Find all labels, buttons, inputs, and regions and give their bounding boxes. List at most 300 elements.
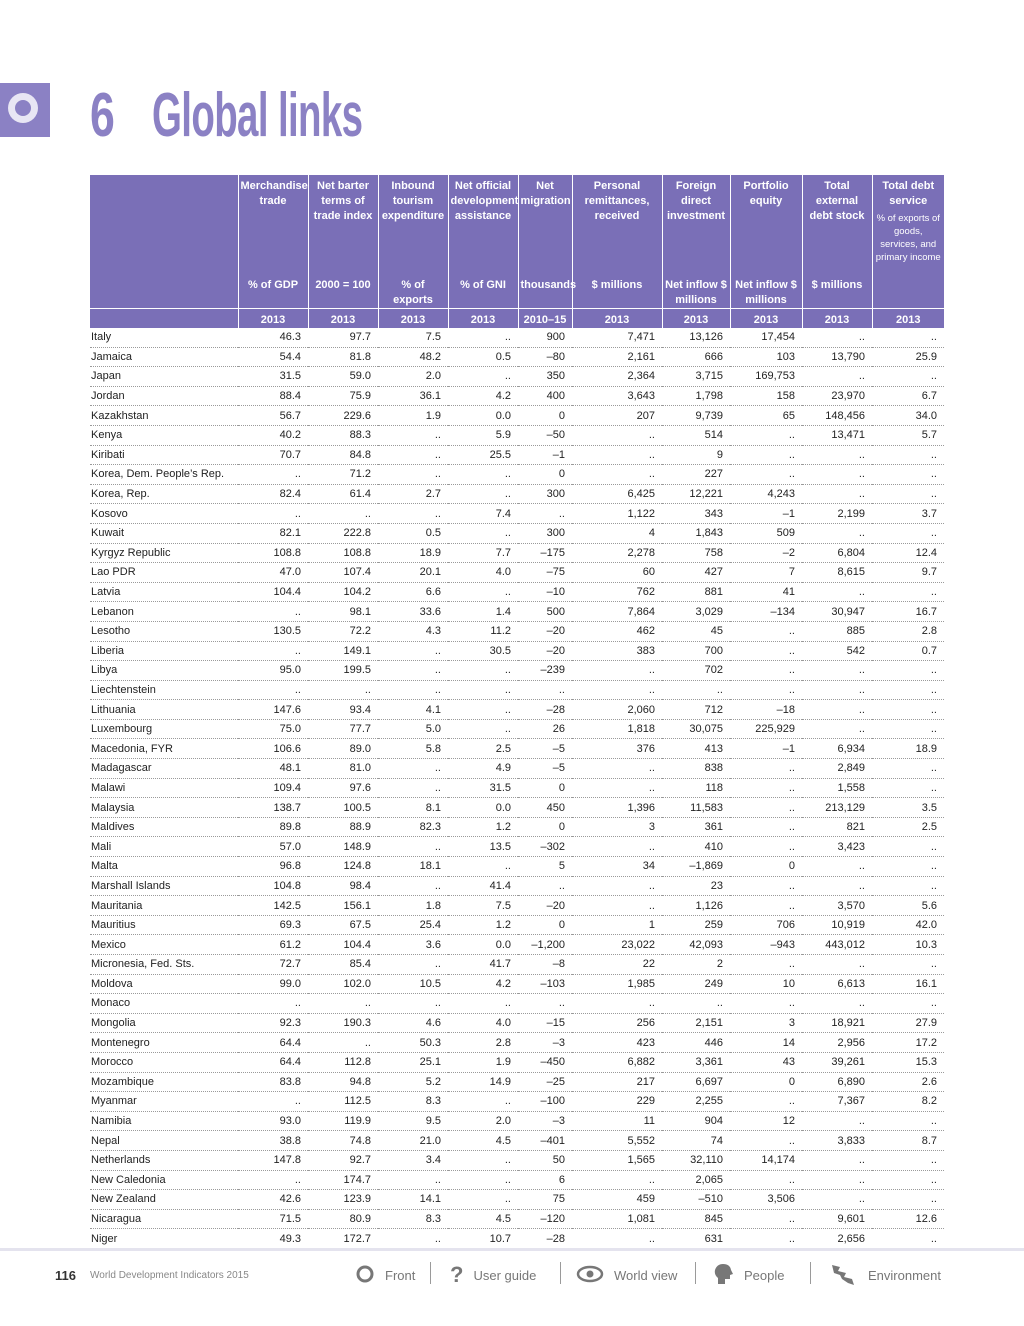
table-cell: 9,601: [802, 1209, 872, 1229]
table-cell: –2: [730, 543, 802, 563]
table-cell: –175: [518, 543, 572, 563]
country-name: Libya: [90, 661, 238, 681]
table-cell: 23: [662, 876, 730, 896]
table-cell: 61.4: [308, 484, 378, 504]
table-cell: 42,093: [662, 935, 730, 955]
table-cell: ..: [872, 465, 944, 485]
column-header: Net barter terms of trade index: [308, 175, 378, 274]
table-cell: 102.0: [308, 974, 378, 994]
table-cell: 124.8: [308, 857, 378, 877]
table-cell: 5.9: [448, 425, 518, 445]
table-cell: 190.3: [308, 1013, 378, 1033]
country-name: Luxembourg: [90, 719, 238, 739]
table-cell: 300: [518, 523, 572, 543]
table-cell: 229: [572, 1092, 662, 1112]
table-cell: ..: [518, 680, 572, 700]
table-cell: ..: [730, 425, 802, 445]
table-cell: –103: [518, 974, 572, 994]
country-name: Lesotho: [90, 621, 238, 641]
table-cell: ..: [872, 837, 944, 857]
country-name: Malaysia: [90, 798, 238, 818]
table-cell: 119.9: [308, 1111, 378, 1131]
chapter-tab[interactable]: [0, 83, 50, 137]
table-cell: ..: [730, 778, 802, 798]
table-cell: 59.0: [308, 367, 378, 387]
table-cell: 1.2: [448, 817, 518, 837]
eye-icon: [576, 1264, 604, 1287]
column-header: Portfolio equity: [730, 175, 802, 274]
table-row: [90, 817, 944, 837]
table-cell: 98.1: [308, 602, 378, 622]
table-cell: 72.2: [308, 621, 378, 641]
table-cell: 343: [662, 504, 730, 524]
table-cell: 8.2: [872, 1092, 944, 1112]
table-cell: 5,552: [572, 1131, 662, 1151]
table-cell: 1,985: [572, 974, 662, 994]
table-cell: 0.0: [448, 798, 518, 818]
table-cell: –20: [518, 621, 572, 641]
table-cell: 0: [518, 915, 572, 935]
table-cell: 462: [572, 621, 662, 641]
country-name: Lithuania: [90, 700, 238, 720]
column-year: 2013: [378, 309, 448, 329]
table-cell: ..: [730, 1170, 802, 1190]
table-cell: 12: [730, 1111, 802, 1131]
table-cell: 48.1: [238, 759, 308, 779]
table-cell: 229.6: [308, 406, 378, 426]
table-cell: 6,882: [572, 1052, 662, 1072]
chapter-number: 6: [90, 81, 114, 150]
column-header: Total debt service % of exports of goods, services, and primary income: [872, 175, 944, 274]
table-body: [90, 328, 944, 1248]
table-cell: ..: [802, 328, 872, 347]
table-cell: ..: [802, 484, 872, 504]
table-cell: ..: [872, 778, 944, 798]
table-cell: –943: [730, 935, 802, 955]
table-cell: 838: [662, 759, 730, 779]
table-cell: 1.8: [378, 896, 448, 916]
table-cell: 14,174: [730, 1150, 802, 1170]
table-row: [90, 1190, 944, 1210]
table-cell: 26: [518, 719, 572, 739]
table-cell: 13,471: [802, 425, 872, 445]
country-name: Mongolia: [90, 1013, 238, 1033]
head-icon: [712, 1262, 734, 1289]
table-cell: 108.8: [238, 543, 308, 563]
country-name: Kuwait: [90, 523, 238, 543]
table-cell: 16.1: [872, 974, 944, 994]
data-table: [90, 175, 944, 1249]
table-row: [90, 563, 944, 583]
table-cell: ..: [730, 465, 802, 485]
table-cell: 3,643: [572, 386, 662, 406]
table-cell: ..: [378, 445, 448, 465]
table-row: [90, 328, 944, 347]
table-cell: 148.9: [308, 837, 378, 857]
table-cell: 4.1: [378, 700, 448, 720]
country-name: Kiribati: [90, 445, 238, 465]
table-cell: ..: [872, 680, 944, 700]
table-cell: 42.0: [872, 915, 944, 935]
nav-people[interactable]: [712, 1262, 784, 1288]
table-cell: 85.4: [308, 955, 378, 975]
table-row: [90, 543, 944, 563]
table-cell: 361: [662, 817, 730, 837]
table-cell: –50: [518, 425, 572, 445]
table-cell: ..: [802, 876, 872, 896]
table-cell: –10: [518, 582, 572, 602]
table-cell: 207: [572, 406, 662, 426]
country-name: Macedonia, FYR: [90, 739, 238, 759]
table-cell: 0: [518, 406, 572, 426]
table-row: [90, 367, 944, 387]
table-cell: 18.9: [378, 543, 448, 563]
column-year: 2013: [730, 309, 802, 329]
table-cell: 9,739: [662, 406, 730, 426]
table-cell: ..: [572, 896, 662, 916]
table-cell: 1,818: [572, 719, 662, 739]
table-cell: 158: [730, 386, 802, 406]
table-cell: 45: [662, 621, 730, 641]
table-cell: ..: [448, 1190, 518, 1210]
table-cell: ..: [448, 523, 518, 543]
table-cell: –5: [518, 759, 572, 779]
table-cell: 67.5: [308, 915, 378, 935]
table-cell: 821: [802, 817, 872, 837]
table-cell: ..: [448, 700, 518, 720]
table-cell: –401: [518, 1131, 572, 1151]
table-cell: 48.2: [378, 347, 448, 367]
table-cell: ..: [238, 1092, 308, 1112]
table-cell: 1,565: [572, 1150, 662, 1170]
global-links-icon: [8, 93, 38, 123]
table-row: [90, 386, 944, 406]
country-name: Mexico: [90, 935, 238, 955]
table-cell: 50: [518, 1150, 572, 1170]
table-cell: 13.5: [448, 837, 518, 857]
table-cell: 4.0: [448, 1013, 518, 1033]
table-cell: ..: [872, 1229, 944, 1249]
nav-user-guide[interactable]: [450, 1262, 536, 1288]
table-cell: 8.3: [378, 1209, 448, 1229]
table-cell: 10,919: [802, 915, 872, 935]
table-cell: ..: [448, 994, 518, 1014]
table-cell: –20: [518, 641, 572, 661]
table-cell: ..: [802, 465, 872, 485]
country-name: Jordan: [90, 386, 238, 406]
table-cell: 904: [662, 1111, 730, 1131]
table-cell: 712: [662, 700, 730, 720]
table-cell: –239: [518, 661, 572, 681]
table-cell: 8,615: [802, 563, 872, 583]
table-cell: 4.5: [448, 1209, 518, 1229]
table-cell: 0.0: [448, 406, 518, 426]
table-cell: ..: [572, 661, 662, 681]
table-cell: 17.2: [872, 1033, 944, 1053]
table-cell: –134: [730, 602, 802, 622]
table-cell: ..: [730, 955, 802, 975]
table-cell: –80: [518, 347, 572, 367]
table-row: [90, 445, 944, 465]
table-cell: 41: [730, 582, 802, 602]
column-header: Net migration: [518, 175, 572, 274]
front-ring-icon: [355, 1264, 375, 1287]
table-cell: 75.9: [308, 386, 378, 406]
table-cell: 5: [518, 857, 572, 877]
table-cell: 15.3: [872, 1052, 944, 1072]
table-cell: 71.2: [308, 465, 378, 485]
table-cell: 6,890: [802, 1072, 872, 1092]
table-cell: –20: [518, 896, 572, 916]
table-cell: 104.4: [308, 935, 378, 955]
table-cell: –1: [518, 445, 572, 465]
table-cell: 8.7: [872, 1131, 944, 1151]
table-cell: 9.5: [378, 1111, 448, 1131]
table-cell: 30,075: [662, 719, 730, 739]
table-row: [90, 837, 944, 857]
footer-divider: [0, 1248, 1024, 1251]
table-cell: 12,221: [662, 484, 730, 504]
table-cell: 3.7: [872, 504, 944, 524]
table-cell: 2.0: [378, 367, 448, 387]
table-cell: ..: [730, 994, 802, 1014]
table-cell: ..: [802, 1190, 872, 1210]
table-cell: ..: [572, 759, 662, 779]
table-row: [90, 935, 944, 955]
table-cell: –1,200: [518, 935, 572, 955]
table-cell: ..: [730, 661, 802, 681]
table-cell: 60: [572, 563, 662, 583]
table-cell: 17,454: [730, 328, 802, 347]
table-cell: 47.0: [238, 563, 308, 583]
table-cell: 93.4: [308, 700, 378, 720]
table-cell: 104.2: [308, 582, 378, 602]
table-cell: 2.5: [872, 817, 944, 837]
country-name: Liberia: [90, 641, 238, 661]
table-row: [90, 1170, 944, 1190]
table-cell: ..: [802, 523, 872, 543]
table-cell: 32,110: [662, 1150, 730, 1170]
table-cell: 97.6: [308, 778, 378, 798]
table-cell: 2,161: [572, 347, 662, 367]
table-cell: 57.0: [238, 837, 308, 857]
table-row: [90, 778, 944, 798]
table-cell: 900: [518, 328, 572, 347]
table-cell: ..: [662, 680, 730, 700]
table-cell: 4.3: [378, 621, 448, 641]
table-cell: 0.5: [448, 347, 518, 367]
country-name: Morocco: [90, 1052, 238, 1072]
table-row: [90, 955, 944, 975]
table-row: [90, 1052, 944, 1072]
country-name: Mali: [90, 837, 238, 857]
table-cell: 5.7: [872, 425, 944, 445]
table-cell: ..: [518, 994, 572, 1014]
table-cell: ..: [238, 994, 308, 1014]
table-row: [90, 700, 944, 720]
table-cell: 172.7: [308, 1229, 378, 1249]
table-cell: ..: [378, 425, 448, 445]
table-cell: ..: [572, 876, 662, 896]
table-cell: 383: [572, 641, 662, 661]
table-cell: 77.7: [308, 719, 378, 739]
table-cell: 130.5: [238, 621, 308, 641]
table-cell: –510: [662, 1190, 730, 1210]
country-name: Latvia: [90, 582, 238, 602]
country-name: Kosovo: [90, 504, 238, 524]
table-cell: –120: [518, 1209, 572, 1229]
table-cell: 7: [730, 563, 802, 583]
nav-world-view[interactable]: [576, 1262, 677, 1288]
country-name: Nepal: [90, 1131, 238, 1151]
table-cell: ..: [378, 641, 448, 661]
column-header: Merchandise trade: [238, 175, 308, 274]
table-cell: 199.5: [308, 661, 378, 681]
table-cell: 5.0: [378, 719, 448, 739]
nav-label: Environment: [868, 1267, 941, 1283]
table-cell: 1,798: [662, 386, 730, 406]
table-cell: 3.4: [378, 1150, 448, 1170]
table-cell: 10.5: [378, 974, 448, 994]
table-cell: ..: [238, 602, 308, 622]
table-cell: 92.7: [308, 1150, 378, 1170]
nav-front[interactable]: [355, 1262, 415, 1288]
table-cell: 376: [572, 739, 662, 759]
table-cell: 514: [662, 425, 730, 445]
table-cell: 30,947: [802, 602, 872, 622]
table-cell: 7.5: [378, 328, 448, 347]
table-cell: 41.4: [448, 876, 518, 896]
table-cell: ..: [572, 425, 662, 445]
column-year: 2013: [448, 309, 518, 329]
table-cell: 702: [662, 661, 730, 681]
table-cell: 25.5: [448, 445, 518, 465]
table-cell: 89.8: [238, 817, 308, 837]
table-cell: 25.1: [378, 1052, 448, 1072]
table-cell: 3,361: [662, 1052, 730, 1072]
table-row: [90, 602, 944, 622]
table-cell: 142.5: [238, 896, 308, 916]
table-cell: 4.9: [448, 759, 518, 779]
table-cell: ..: [872, 1111, 944, 1131]
column-header-row: [90, 175, 944, 274]
table-cell: ..: [518, 504, 572, 524]
column-header: Net official development assistance: [448, 175, 518, 274]
table-cell: 82.1: [238, 523, 308, 543]
table-cell: ..: [378, 759, 448, 779]
table-cell: ..: [448, 328, 518, 347]
table-cell: ..: [730, 876, 802, 896]
table-cell: –8: [518, 955, 572, 975]
table-cell: ..: [378, 837, 448, 857]
country-name: Kazakhstan: [90, 406, 238, 426]
country-name: Kyrgyz Republic: [90, 543, 238, 563]
table-row: [90, 661, 944, 681]
table-cell: 2,849: [802, 759, 872, 779]
column-unit: $ millions: [802, 274, 872, 309]
table-cell: ..: [238, 1170, 308, 1190]
table-cell: 14.9: [448, 1072, 518, 1092]
table-cell: 74: [662, 1131, 730, 1151]
table-cell: ..: [448, 1150, 518, 1170]
table-cell: 450: [518, 798, 572, 818]
table-cell: 1,396: [572, 798, 662, 818]
table-cell: 700: [662, 641, 730, 661]
table-cell: ..: [802, 445, 872, 465]
table-cell: 38.8: [238, 1131, 308, 1151]
table-cell: 2,199: [802, 504, 872, 524]
chapter-title: Global links: [152, 81, 363, 150]
table-cell: 4: [572, 523, 662, 543]
column-unit: % of GNI: [448, 274, 518, 309]
table-cell: 3,833: [802, 1131, 872, 1151]
table-cell: ..: [730, 621, 802, 641]
column-unit: % of exports of goods, services, and primary income: [875, 213, 941, 263]
table-cell: ..: [730, 759, 802, 779]
nav-environment[interactable]: [828, 1262, 941, 1288]
table-cell: ..: [378, 465, 448, 485]
table-cell: 50.3: [378, 1033, 448, 1053]
table-cell: 7,864: [572, 602, 662, 622]
table-cell: 112.5: [308, 1092, 378, 1112]
table-cell: ..: [802, 1150, 872, 1170]
table-cell: ..: [448, 661, 518, 681]
table-cell: 4.2: [448, 386, 518, 406]
table-cell: 106.6: [238, 739, 308, 759]
table-cell: 104.4: [238, 582, 308, 602]
table-cell: 25.9: [872, 347, 944, 367]
table-cell: 95.0: [238, 661, 308, 681]
table-cell: ..: [308, 1033, 378, 1053]
table-cell: 30.5: [448, 641, 518, 661]
country-name: Marshall Islands: [90, 876, 238, 896]
table-row: [90, 876, 944, 896]
table-cell: 1: [572, 915, 662, 935]
table-cell: ..: [802, 680, 872, 700]
table-cell: ..: [730, 680, 802, 700]
table-cell: 0.5: [378, 523, 448, 543]
question-mark-icon: ?: [450, 1262, 464, 1287]
table-cell: 443,012: [802, 935, 872, 955]
table-cell: 99.0: [238, 974, 308, 994]
table-cell: 0.7: [872, 641, 944, 661]
table-cell: 14: [730, 1033, 802, 1053]
table-cell: 9.7: [872, 563, 944, 583]
table-cell: 7.4: [448, 504, 518, 524]
year-row: [90, 309, 944, 329]
table-cell: 6,804: [802, 543, 872, 563]
table-cell: 12.4: [872, 543, 944, 563]
table-cell: ..: [872, 857, 944, 877]
table-row: [90, 1209, 944, 1229]
table-cell: 54.4: [238, 347, 308, 367]
table-cell: 12.6: [872, 1209, 944, 1229]
table-cell: 0: [518, 817, 572, 837]
table-cell: ..: [730, 817, 802, 837]
table-row: [90, 1092, 944, 1112]
table-cell: 92.3: [238, 1013, 308, 1033]
table-cell: 881: [662, 582, 730, 602]
table-cell: ..: [308, 504, 378, 524]
table-cell: 0: [730, 857, 802, 877]
country-name: Lao PDR: [90, 563, 238, 583]
table-cell: 43: [730, 1052, 802, 1072]
country-name: Monaco: [90, 994, 238, 1014]
table-cell: ..: [802, 700, 872, 720]
table-cell: 3.5: [872, 798, 944, 818]
table-cell: 10.7: [448, 1229, 518, 1249]
table-cell: –302: [518, 837, 572, 857]
